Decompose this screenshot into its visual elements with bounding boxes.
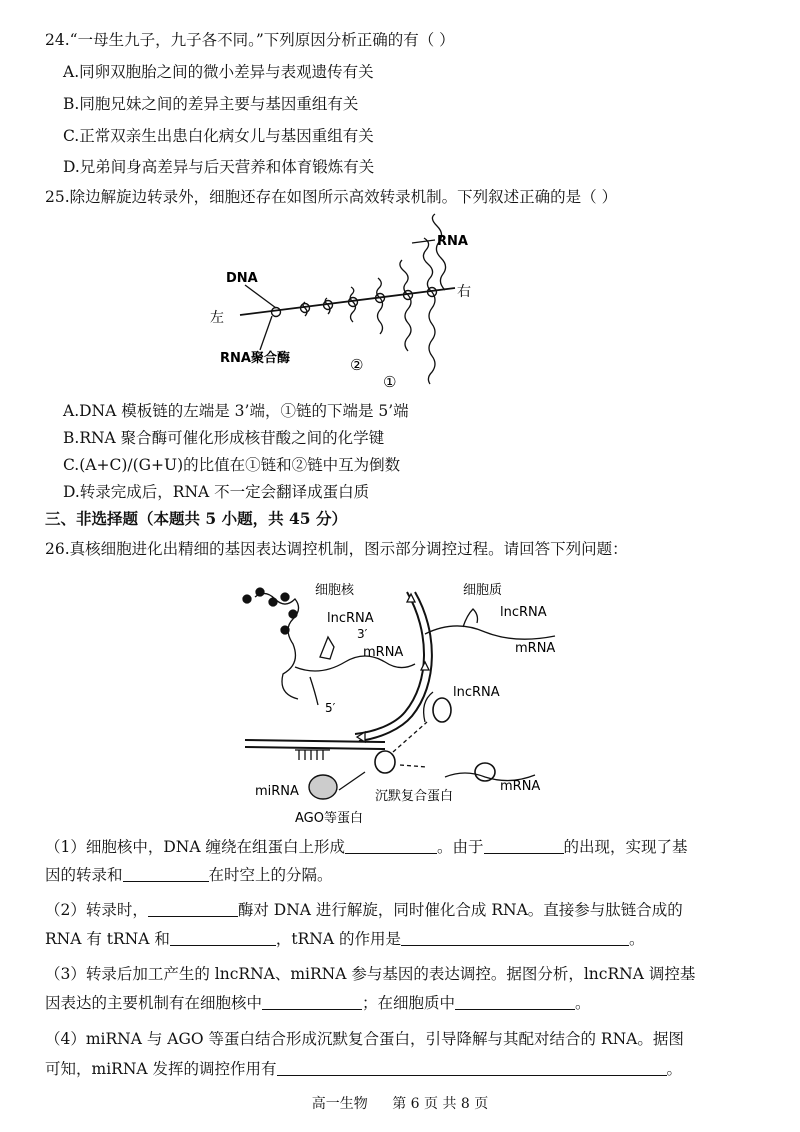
label-mrna-2: mRNA	[515, 641, 556, 656]
label-mrna-1: mRNA	[363, 645, 404, 660]
q25-option-c: C.(A+C)/(G+U)的比值在①链和②链中互为倒数	[63, 456, 401, 474]
answer-blank[interactable]	[148, 900, 238, 917]
q26-stem: 26.真核细胞进化出精细的基因表达调控机制，图示部分调控过程。请回答下列问题：	[45, 540, 628, 558]
q26-sub2-line1: （2）转录时， 酶对 DNA 进行解旋，同时催化合成 RNA。直接参与肽链合成的	[45, 901, 683, 919]
label-dna: DNA	[226, 271, 258, 286]
q24-option-a: A.同卵双胞胎之间的微小差异与表观遗传有关	[63, 63, 374, 81]
footer-page-number: 第 6 页 共 8 页	[392, 1096, 489, 1112]
label-five-prime: 5′	[325, 701, 336, 715]
answer-blank[interactable]	[277, 1059, 667, 1076]
q26-sub1-line2: 因的转录和 在时空上的分隔。	[45, 866, 333, 884]
answer-blank[interactable]	[123, 865, 209, 882]
label-strand-1: ①	[383, 373, 397, 391]
label-mrna-3: mRNA	[500, 779, 541, 794]
label-lncrna-2: lncRNA	[500, 605, 547, 620]
q26-sub3-line2: 因表达的主要机制有在细胞核中 ；在细胞质中 。	[45, 994, 591, 1012]
label-nucleus: 细胞核	[315, 583, 355, 598]
answer-blank[interactable]	[170, 929, 276, 946]
footer-subject: 高一生物	[311, 1096, 368, 1112]
q25-option-d: D.转录完成后，RNA 不一定会翻译成蛋白质	[63, 483, 370, 501]
transcription-figure	[200, 210, 520, 395]
label-rna-polymerase: RNA聚合酶	[220, 351, 290, 366]
label-mirna: miRNA	[255, 784, 299, 799]
answer-blank[interactable]	[484, 837, 564, 854]
q26-sub1-line1: （1）细胞核中，DNA 缠绕在组蛋白上形成 。由于 的出现，实现了基	[45, 838, 688, 856]
page-footer	[0, 1093, 800, 1113]
label-right: 右	[457, 284, 471, 300]
label-strand-2: ②	[350, 356, 364, 374]
q26-sub2-line2: RNA 有 tRNA 和 ，tRNA 的作用是 。	[45, 930, 645, 948]
label-lncrna-1: lncRNA	[327, 611, 374, 626]
answer-blank[interactable]	[345, 837, 437, 854]
gene-regulation-figure	[235, 572, 565, 830]
q25-stem: 25.除边解旋边转录外，细胞还存在如图所示高效转录机制。下列叙述正确的是（ ）	[45, 188, 618, 206]
label-rna: RNA	[437, 234, 468, 249]
q24-option-b: B.同胞兄妹之间的差异主要与基因重组有关	[63, 95, 359, 113]
q24-option-d: D.兄弟间身高差异与后天营养和体育锻炼有关	[63, 158, 375, 176]
label-ago: AGO等蛋白	[295, 811, 363, 826]
q25-option-a: A.DNA 模板链的左端是 3’端，①链的下端是 5’端	[63, 402, 409, 420]
q25-option-b: B.RNA 聚合酶可催化形成核苷酸之间的化学键	[63, 429, 385, 447]
q26-sub3-line1: （3）转录后加工产生的 lncRNA、miRNA 参与基因的表达调控。据图分析，lncRNA 调控基	[45, 965, 696, 983]
answer-blank[interactable]	[262, 993, 362, 1010]
q26-sub4-line1: （4）miRNA 与 AGO 等蛋白结合形成沉默复合蛋白，引导降解与其配对结合的 RNA。据图	[45, 1030, 684, 1048]
section-title: 三、非选择题（本题共 5 小题，共 45 分）	[45, 509, 347, 528]
label-silencing-complex: 沉默复合蛋白	[375, 789, 454, 804]
q26-sub4-line2: 可知，miRNA 发挥的调控作用有 。	[45, 1060, 683, 1078]
label-lncrna-3: lncRNA	[453, 685, 500, 700]
q24-stem: 24.“一母生九子，九子各不同。”下列原因分析正确的有（ ）	[45, 31, 455, 49]
answer-blank[interactable]	[455, 993, 575, 1010]
q24-option-c: C.正常双亲生出患白化病女儿与基因重组有关	[63, 127, 374, 145]
answer-blank[interactable]	[401, 929, 629, 946]
label-three-prime: 3′	[357, 627, 368, 641]
label-cytoplasm: 细胞质	[463, 583, 503, 598]
label-left: 左	[210, 310, 224, 326]
